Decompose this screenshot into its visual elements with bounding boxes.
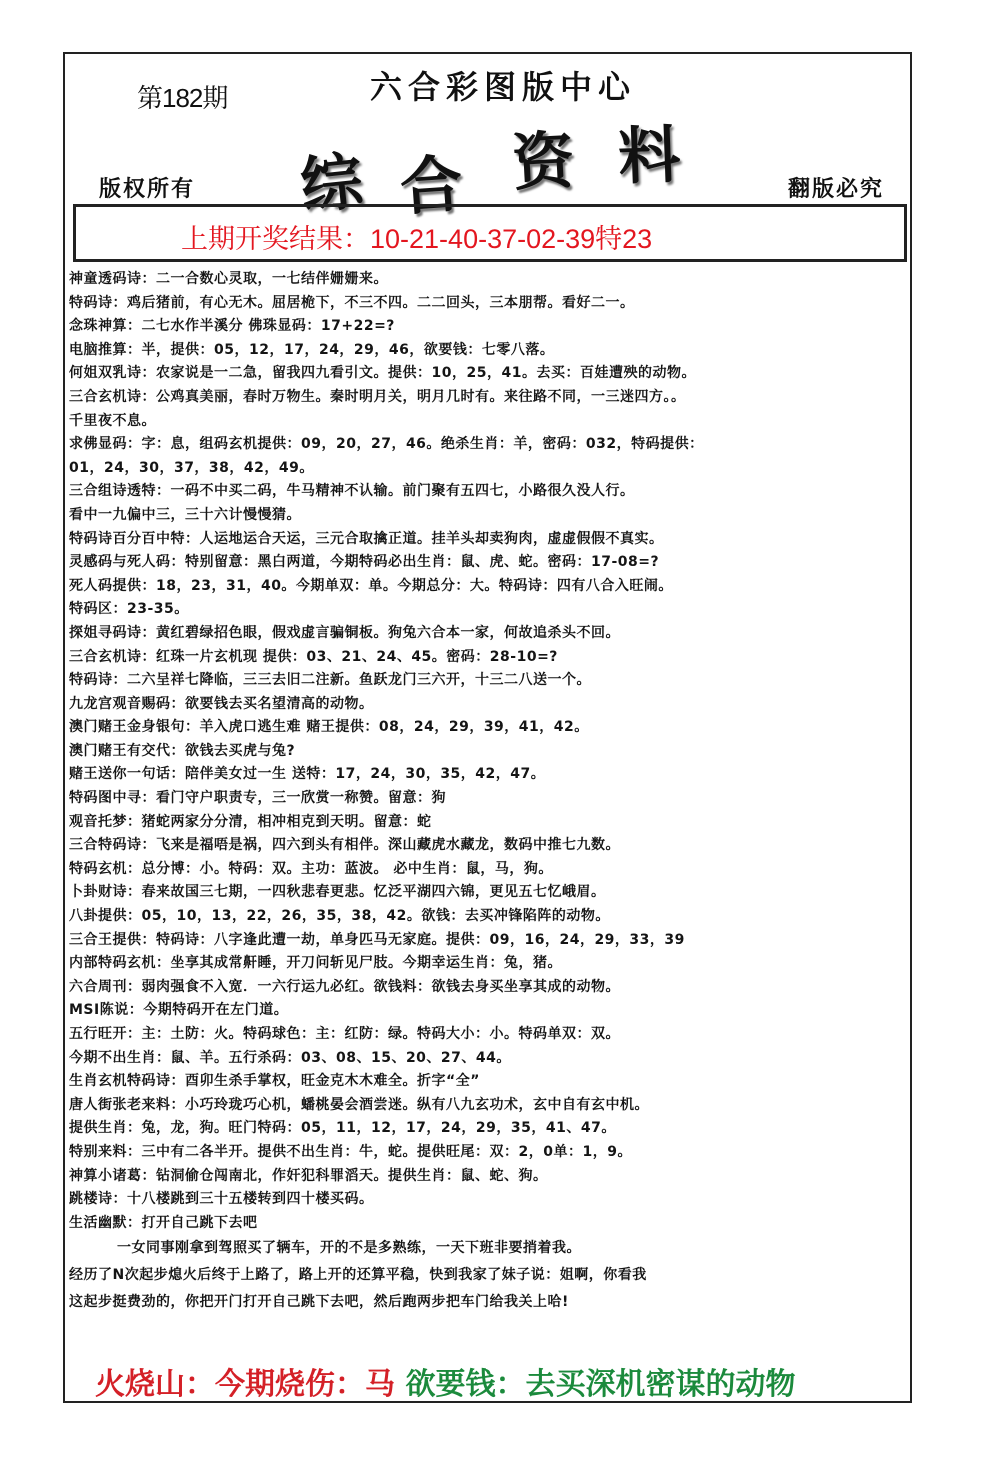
previous-result-box <box>73 204 907 262</box>
content-list <box>69 268 909 1316</box>
content-line: 01，24，30，37，38，42，49。 <box>69 459 314 476</box>
main-title-char: 料 <box>616 117 682 194</box>
main-title-char: 资 <box>510 123 577 200</box>
content-line: 念珠神算：二七水作半溪分 佛珠显码：17+22=? <box>69 318 395 335</box>
main-title <box>296 110 720 225</box>
content-line: 今期不出生肖：鼠、羊。五行杀码：03、08、15、20、27、44。 <box>69 1049 511 1066</box>
story-line: 一女同事刚拿到驾照买了辆车，开的不是多熟练，一天下班非要捎着我。 <box>117 1240 581 1257</box>
issue-number: 第182期 <box>137 83 228 113</box>
previous-result-text: 上期开奖结果：10-21-40-37-02-39特23 <box>181 224 653 254</box>
content-line: 观音托梦：猪蛇两家分分清，相冲相克到天明。留意：蛇 <box>69 813 432 830</box>
content-line: 特码玄机：总分博：小。特码：双。主功：蓝波。 必中生肖：鼠，马，狗。 <box>69 860 553 877</box>
story-line: 这起步挺费劲的，你把开门打开自己跳下去吧，然后跑两步把车门给我关上哈! <box>69 1294 569 1311</box>
content-line: 神童透码诗：二一合数心灵取，一七结伴姗姗来。 <box>69 271 388 287</box>
story-line: 经历了N次起步熄火后终于上路了，路上开的还算平稳，快到我家了妹子说：姐啊，你看我 <box>69 1267 647 1284</box>
content-line: 特码图中寻：看门守户职责专，三一欣赏一称赞。留意：狗 <box>69 790 446 807</box>
content-line: 千里夜不息。 <box>69 412 156 429</box>
copyright-notice: 版权所有 <box>99 176 196 202</box>
content-line: 何姐双乳诗：农家说是一二急，留我四九看引文。提供：10，25，41。去买：百娃遭殃的动物。 <box>69 365 696 382</box>
content-line: 求佛显码：字：息，组码玄机提供：09，20，27，46。绝杀生肖：羊，密码：032，特码提供： <box>69 436 704 453</box>
content-line: 提供生肖：兔，龙，狗。旺门特码：05，11，12，17，24，29，35，41、47。 <box>69 1120 616 1137</box>
content-line: 神算小诸葛：钻洞偷仓闯南北，作奸犯科罪滔天。提供生肖：鼠、蛇、狗。 <box>69 1167 548 1184</box>
content-line: 唐人街张老来料：小巧玲珑巧心机，蟠桃晏会酒尝迷。纵有八九玄功术，玄中自有玄中机。 <box>69 1096 649 1113</box>
footer-red-text: 火烧山：今期烧伤：马 <box>95 1367 395 1402</box>
content-line: 八卦提供：05，10，13，22，26，35，38，42。欲钱：去买冲锋陷阵的动物。 <box>69 908 610 925</box>
footer-banner <box>95 1359 795 1403</box>
content-line: 生肖玄机特码诗：酉卯生杀手掌权，旺金克木木难全。折字“全” <box>69 1073 480 1090</box>
lottery-sheet <box>63 52 912 1403</box>
content-line: 三合组诗透特：一码不中买二码，牛马精神不认输。前门聚有五四七，小路很久没人行。 <box>69 483 635 500</box>
content-line: 跳楼诗：十八楼跳到三十五楼转到四十楼买码。 <box>69 1191 374 1208</box>
content-line: 内部特码玄机：坐享其成常鼾睡，开刀问斩见尸肢。今期幸运生肖：兔，猪。 <box>69 955 562 972</box>
content-line: 三合玄机诗：红珠一片玄机现 提供：03、21、24、45。密码：28-10=? <box>69 648 558 665</box>
content-line: 六合周刊：弱肉强食不入宽．一六行运九必红。欲钱料：欲钱去身买坐享其成的动物。 <box>69 978 620 995</box>
content-line: 特码诗：鸡后猪前，有心无木。屈居桅下，不三不四。二二回头，三本朋帮。看好二一。 <box>69 294 635 311</box>
content-line: 特别来料：三中有二各半开。提供不出生肖：牛，蛇。提供旺尾：双：2，0单：1，9。 <box>69 1143 632 1160</box>
piracy-notice: 翻版必究 <box>787 176 884 202</box>
content-line: 电脑推算：半，提供：05，12，17，24，29，46，欲要钱：七零八落。 <box>69 341 555 358</box>
content-line: 卜卦财诗：春来故国三七期，一四秋悲春更悲。忆泛平湖四六锦，更见五七忆峨眉。 <box>69 884 606 901</box>
content-line: 三合玄机诗：公鸡真美丽，春时万物生。秦时明月关，明月几时有。来往路不同，一三迷四方。。 <box>69 388 686 405</box>
main-title-char: 合 <box>397 146 465 225</box>
content-line: MSI陈说：今期特码开在左门道。 <box>69 1002 289 1019</box>
content-line: 五行旺开：主：土防：火。特码球色：主：红防：绿。特码大小：小。特码单双：双。 <box>69 1026 620 1042</box>
content-line: 探姐寻码诗：黄红碧绿招色眼，假戏虚言骗铜板。狗兔六合本一家，何故追杀头不回。 <box>69 624 620 641</box>
content-line: 死人码提供：18，23，31，40。今期单双：单。今期总分：大。特码诗：四有八合入旺闹。 <box>69 577 673 594</box>
content-line: 看中一九偏中三，三十六计慢慢猜。 <box>69 506 301 523</box>
content-line: 特码诗百分百中特：人运地运合天运，三元合取擒正道。挂羊头却卖狗肉，虚虚假假不真实。 <box>69 530 664 547</box>
content-line: 赌王送你一句话：陪伴美女过一生 送特：17，24，30，35，42，47。 <box>69 766 546 783</box>
main-title-char: 综 <box>296 143 367 224</box>
brand-title: 六合彩图版中心 <box>370 68 637 106</box>
footer-green-text: 欲要钱：去买深机密谋的动物 <box>405 1367 796 1402</box>
content-line: 三合特码诗：飞来是福唔是祸，四六到头有相伴。深山藏虎水藏龙，数码中推七九数。 <box>69 837 620 854</box>
content-line: 澳门赌王有交代：欲钱去买虎与兔? <box>69 742 296 759</box>
content-line: 九龙宫观音赐码：欲要钱去买名望清高的动物。 <box>69 695 374 712</box>
content-line: 灵感码与死人码：特别留意：黑白两道，今期特码必出生肖：鼠、虎、蛇。密码：17-08=? <box>69 554 660 571</box>
content-line: 三合王提供：特码诗：八字逢此遭一劫，单身匹马无家庭。提供：09，16，24，29，33，39 <box>69 931 685 948</box>
content-line: 澳门赌王金身银句：羊入虎口逃生难 赌王提供：08，24，29，39，41，42。 <box>69 719 589 736</box>
content-line: 特码区：23-35。 <box>69 601 189 618</box>
humor-heading: 生活幽默：打开自己跳下去吧 <box>69 1214 258 1231</box>
content-line: 特码诗：二六呈祥七降临，三三去旧二注新。鱼跃龙门三六开，十三二八送一个。 <box>69 672 591 689</box>
